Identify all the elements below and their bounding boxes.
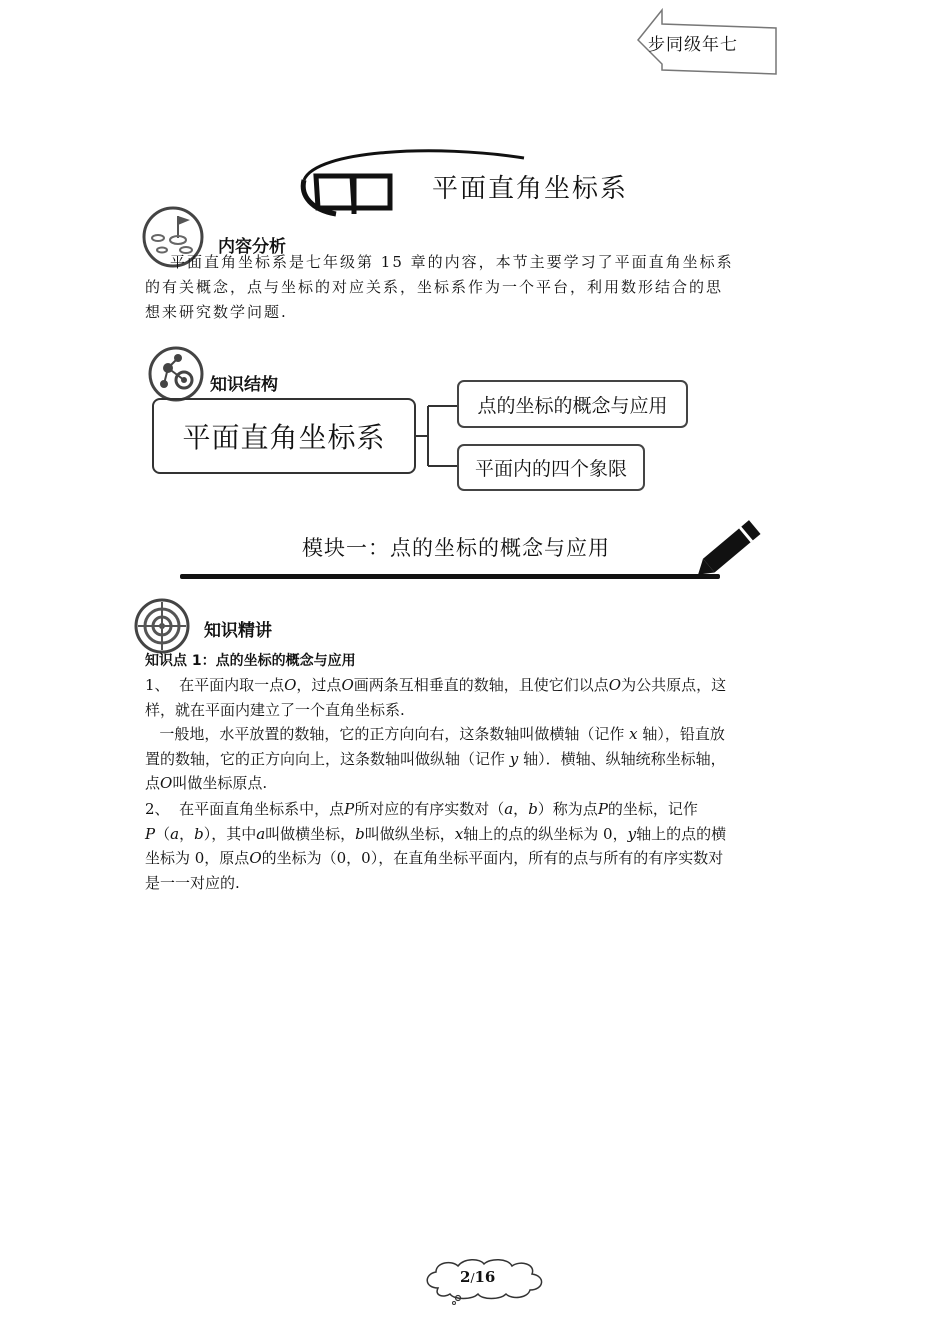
section-label-knowledge-structure: 知识结构 (210, 375, 278, 395)
pencil-icon (694, 510, 768, 584)
knowledge-paragraph-3: 2、 在平面直角坐标系中，点P所对应的有序实数对（a，b）称为点P的坐标，记作 P（a，b），其中a叫做横坐标，b叫做纵坐标，x轴上的点的纵坐标为 0，y轴上的点的横 坐标为 0，原点O的坐标为（0，0），在直角坐标平面内，所有的点与所有的有序实数对 是一一对应的. (145, 800, 727, 892)
structure-connector (416, 400, 460, 472)
knowledge-paragraph-1: 1、 在平面内取一点O，过点O画两条互相垂直的数轴，且使它们以点O为公共原点，这 样，就在平面内建立了一个直角坐标系. (145, 676, 727, 719)
knowledge-paragraph-2: 一般地，水平放置的数轴，它的正方向向右，这条数轴叫做横轴（记作 x 轴），铅直放 置的数轴，它的正方向向上，这条数轴叫做纵轴（记作 y 轴）．横轴、纵轴统称坐标轴， 点O叫做坐标原点. (145, 725, 726, 792)
structure-child-node: 平面内的四个象限 (457, 444, 645, 491)
structure-child-node: 点的坐标的概念与应用 (457, 380, 688, 428)
grade-tag-text: 步同级年七 (648, 35, 738, 55)
content-analysis-line: 平面直角坐标系是七年级第 15 章的内容，本节主要学习了平面直角坐标系 (170, 253, 734, 271)
module-title: 模块一：点的坐标的概念与应用 (302, 536, 610, 560)
network-icon (148, 346, 204, 402)
page-number: 2/16 (460, 1268, 496, 1286)
structure-main-node: 平面直角坐标系 (152, 398, 416, 474)
content-analysis-line: 想来研究数学问题. (145, 303, 288, 321)
target-icon (134, 598, 190, 654)
module-underline (180, 574, 720, 579)
page-title: 平面直角坐标系 (432, 174, 629, 204)
section-label-content-analysis: 内容分析 (218, 237, 286, 257)
knowledge-point-heading: 知识点 1：点的坐标的概念与应用 (145, 653, 356, 669)
section-label-knowledge-detail: 知识精讲 (204, 621, 272, 641)
content-analysis-line: 的有关概念，点与坐标的对应关系，坐标系作为一个平台，利用数形结合的思 (145, 278, 724, 296)
